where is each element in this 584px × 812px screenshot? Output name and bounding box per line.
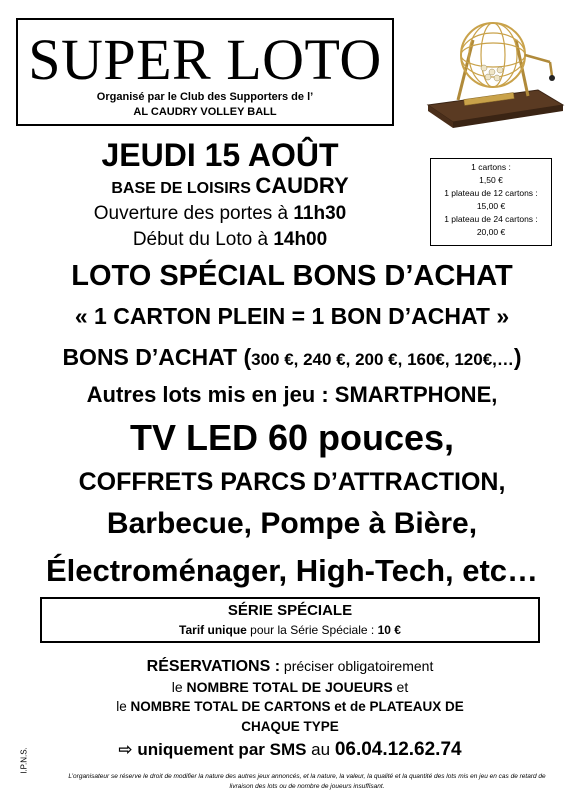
doors-time: 11h30 [293,203,347,224]
start-time: 14h00 [273,229,328,250]
reservations-line-3 [40,697,540,717]
serie-mid: pour la Série Spéciale : [246,623,378,637]
bons-label: BONS D’ACHAT ( [62,344,252,370]
arrow-right-icon: ⇨ [118,740,133,759]
doors-open [40,202,400,226]
price-box [430,158,552,246]
barbecue-line: Barbecue, Pompe à Bière, [106,507,478,540]
bons-close: ) [513,344,522,370]
res-line3-bold: NOMBRE TOTAL DE CARTONS et de PLATEAUX DE [130,699,464,714]
serie-subtitle [42,621,538,639]
organizer-line-1: Organisé par le Club des Supporters de l’ [96,91,314,103]
place-city: CAUDRY [255,173,349,198]
price-line: 1 cartons : [471,162,511,172]
serie-speciale-box [40,597,540,643]
carton-line: « 1 CARTON PLEIN = 1 BON D’ACHAT » [74,303,510,329]
price-line: 20,00 € [476,227,506,237]
serie-title: SÉRIE SPÉCIALE [227,602,353,619]
start-text: Début du Loto à [132,229,269,250]
sms-line [40,738,540,762]
doors-text: Ouverture des portes à [93,203,289,224]
ipns-mark: I.P.N.S. [19,747,29,774]
coffrets-line: COFFRETS PARCS D’ATTRACTION, [78,468,506,496]
organizer-line-2: AL CAUDRY VOLLEY BALL [133,106,277,118]
reservations-line-2 [40,677,540,697]
price-line: 15,00 € [476,201,506,211]
price-line: 1 plateau de 24 cartons : [444,214,538,224]
serie-price: 10 € [377,623,401,637]
bons-values: 300 €, 240 €, 200 €, 160€, 120€,… [251,350,514,369]
res-line2-pre: le [171,679,187,695]
poster-title: SUPER LOTO [28,27,382,92]
electro-line: Électroménager, High-Tech, etc… [45,553,539,588]
place-prefix: BASE DE LOISIRS [111,180,251,197]
price-line: 1,50 € [479,175,503,185]
reservations-text: préciser obligatoirement [280,658,434,674]
sms-au: au [306,740,335,759]
autres-lots-line: Autres lots mis en jeu : SMARTPHONE, [86,382,498,407]
headline: LOTO SPÉCIAL BONS D’ACHAT [71,260,513,292]
title-box [16,18,394,126]
loto-start [40,228,420,252]
disclaimer: L’organisateur se réserve le droit de modifier la nature des autres jeux annoncés, et la nature, la valeur, la qualité et la quantité des lots mis en jeu en cas de retard de livraison des lots ou de nombre de joueurs insuffisant. [68,773,546,790]
reservations-line-1 [40,656,540,677]
event-place [40,174,420,201]
res-line2-bold: NOMBRE TOTAL DE JOUEURS [186,679,393,695]
bingo-cage-icon [418,10,568,130]
res-line2-post: et [392,679,409,695]
event-date: JEUDI 15 AOÛT [101,137,339,173]
serie-bold-1: Tarif unique [179,623,247,637]
bons-line [0,340,584,377]
reservations-line-4: CHAQUE TYPE [241,719,339,734]
price-line: 1 plateau de 12 cartons : [444,188,538,198]
phone-number: 06.04.12.62.74 [334,739,462,760]
tv-line: TV LED 60 pouces, [129,417,455,458]
res-line3-pre: le [116,699,131,714]
reservations-label: RÉSERVATIONS : [146,658,281,675]
sms-text: uniquement par SMS [137,740,307,759]
